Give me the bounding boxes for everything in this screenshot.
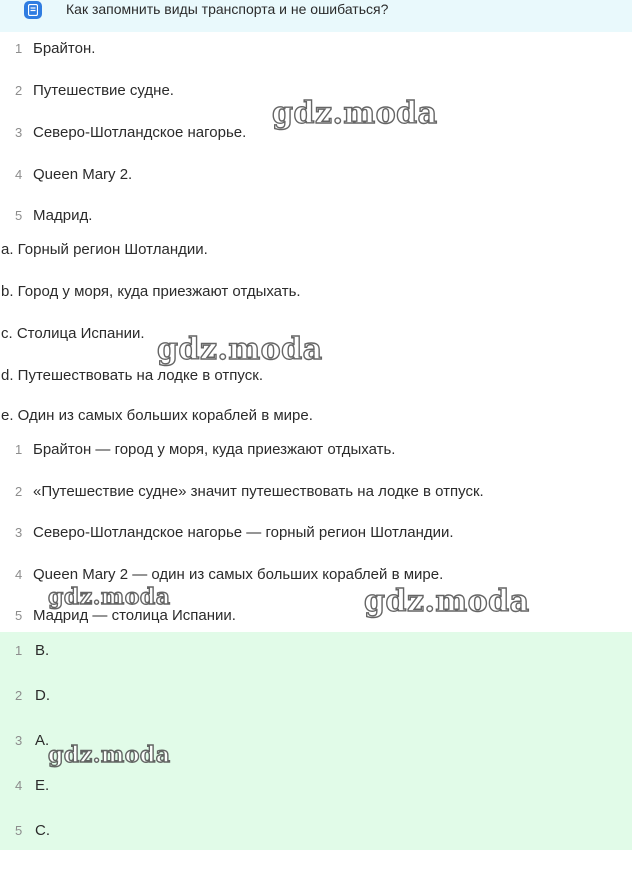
sentence-number: 5 [15,608,23,623]
term-text: Брайтон. [33,40,96,57]
term-number: 5 [15,208,23,223]
term-number: 1 [15,41,23,56]
tip-text[interactable]: Как запомнить виды транспорта и не ошибаться? [66,1,389,17]
term-text: Путешествие судне. [33,82,174,99]
note-icon [24,1,42,19]
answer-number: 3 [15,733,23,748]
answer-text: D. [35,687,50,704]
sentence-number: 2 [15,484,23,499]
term-text: Queen Mary 2. [33,166,133,183]
definition-item: c. Столица Испании. [1,325,145,342]
answer-text: B. [35,642,50,659]
definition-item: e. Один из самых больших кораблей в мире. [1,407,313,424]
definition-item: d. Путешествовать на лодке в отпуск. [1,367,263,384]
answer-number: 2 [15,688,23,703]
term-text: Мадрид. [33,207,93,224]
watermark: gdz.moda [364,584,530,619]
sentence-text: Мадрид — столица Испании. [33,607,236,624]
sentence-text: Queen Mary 2 — один из самых больших кораблей в мире. [33,566,444,583]
term-number: 3 [15,125,23,140]
sentence-text: Северо-Шотландское нагорье — горный регион Шотландии. [33,524,454,541]
term-text: Северо-Шотландское нагорье. [33,124,247,141]
sentence-number: 3 [15,525,23,540]
answer-text: E. [35,777,50,794]
term-number: 2 [15,83,23,98]
answer-text: C. [35,822,50,839]
answers-panel [0,632,632,850]
watermark: gdz.moda [48,742,171,768]
sentence-text: «Путешествие судне» значит путешествовать на лодке в отпуск. [33,483,484,500]
definition-item: b. Город у моря, куда приезжают отдыхать. [1,283,301,300]
watermark: gdz.moda [48,584,171,610]
definition-item: a. Горный регион Шотландии. [1,241,208,258]
sentence-text: Брайтон — город у моря, куда приезжают отдыхать. [33,441,396,458]
watermark: gdz.moda [272,96,438,131]
sentence-number: 4 [15,567,23,582]
answer-number: 1 [15,643,23,658]
answer-text: A. [35,732,50,749]
answer-number: 4 [15,778,23,793]
answer-number: 5 [15,823,23,838]
tip-bar[interactable] [0,0,632,32]
watermark: gdz.moda [157,332,323,367]
term-number: 4 [15,167,23,182]
sentence-number: 1 [15,442,23,457]
